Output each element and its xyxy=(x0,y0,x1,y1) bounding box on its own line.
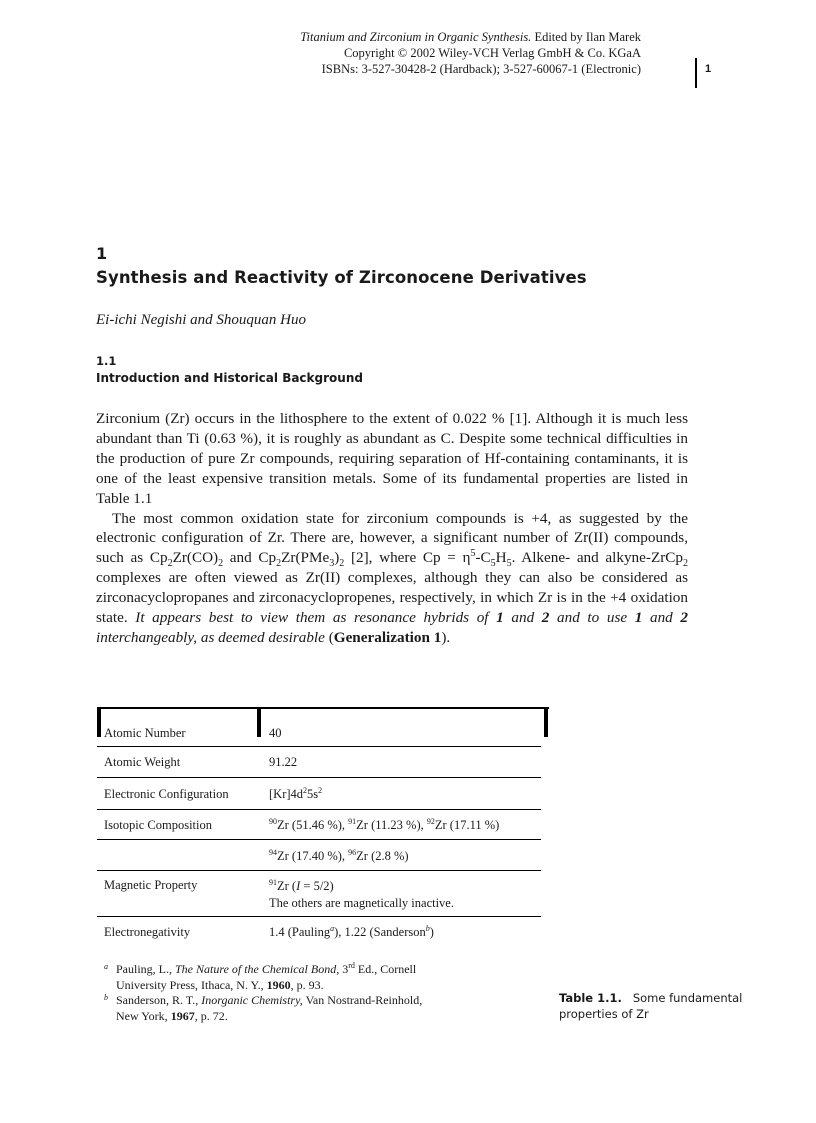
row-value: $^{90}$Zr (51.46 %), $^{91}$Zr (11.23 %), $^{92}$Zr (17.11 %) xyxy=(269,816,500,832)
chapter-title: Synthesis and Reactivity of Zirconocene Derivatives xyxy=(96,268,587,287)
table-row xyxy=(97,778,541,810)
body-text xyxy=(96,409,688,648)
section-number: 1.1 xyxy=(96,354,117,368)
header-line-1 xyxy=(300,29,641,45)
row-label: Electronic Configuration xyxy=(104,787,229,801)
running-header xyxy=(300,29,641,77)
table-row xyxy=(97,747,541,778)
row-label: Atomic Weight xyxy=(104,755,181,769)
section-title: Introduction and Historical Background xyxy=(96,371,363,385)
footnote-b: b Sanderson, R. T., Inorganic Chemistry, Van Nostrand-Reinhold, New York, 1967, p. 72. xyxy=(104,993,423,1023)
header-line-3: ISBNs: 3-527-30428-2 (Hardback); 3-527-60067-1 (Electronic) xyxy=(321,62,641,76)
paragraph-2: The most common oxidation state for zirconium compounds is +4, as suggested by the electronic configuration of Zr. There are, however, a significant number of Zr(II) compounds, such as $Cp_2Zr(CO)_2$ and $Cp_2Zr(PMe_3)_2$ [2], where $Cp = \eta^5-C_5H_5$. Alkene- and alkyne-ZrCp$_2$ complexes are often viewed as Zr(II) complexes, although they can also be considered as zirconacyclopropanes and zirconacyclopropenes, respectively, in which Zr is in the +4 oxidation state. It appears best to view them as resonance hybrids of 1 and 2 and to use 1 and 2 interchangeably, as deemed desirable (Generalization 1). xyxy=(96,509,689,646)
footnote-a: a Pauling, L., The Nature of the Chemical Bond, 3rd Ed., Cornell University Press, Ithaca, N. Y., 1960, p. 93. xyxy=(104,961,417,992)
table-right-tab xyxy=(544,707,548,737)
chapter-authors: Ei-ichi Negishi and Shouquan Huo xyxy=(96,312,306,328)
row-value: $^{91}$Zr (I = 5/2) The others are magnetically inactive. xyxy=(269,877,454,910)
row-label: Magnetic Property xyxy=(104,878,198,892)
book-editor: Edited by Ilan Marek xyxy=(534,30,641,44)
book-title: Titanium and Zirconium in Organic Synthesis. xyxy=(300,30,532,44)
row-label: Atomic Number xyxy=(104,726,186,740)
row-value: $[Kr]4d^25s^2$ xyxy=(269,785,323,801)
header-line-2: Copyright © 2002 Wiley-VCH Verlag GmbH & Co. KGaA xyxy=(343,46,641,60)
caption-label: Table 1.1. xyxy=(559,991,622,1005)
row-value: 1.4 (Pauling$^a$), 1.22 (Sanderson$^b$) xyxy=(269,923,434,939)
table-caption xyxy=(559,990,749,1022)
page-number: 1 xyxy=(705,63,712,75)
row-value: 91.22 xyxy=(269,755,298,769)
row-label: Electronegativity xyxy=(104,925,191,939)
table-row xyxy=(97,810,541,840)
caption-text: Some fundamental properties of Zr xyxy=(559,991,743,1021)
table-row xyxy=(97,917,541,947)
table-row xyxy=(97,709,541,747)
row-value: 40 xyxy=(269,726,282,740)
row-label: Isotopic Composition xyxy=(104,818,212,832)
row-value: $^{94}$Zr (17.40 %), $^{96}$Zr (2.8 %) xyxy=(269,847,409,863)
table-footnotes xyxy=(104,962,484,1024)
page-number-rule xyxy=(695,58,697,88)
table-row xyxy=(97,871,541,917)
table-row xyxy=(97,840,541,871)
chapter-number: 1 xyxy=(96,244,108,263)
generalization-ref: Generalization 1 xyxy=(333,628,442,646)
paragraph-1: Zirconium (Zr) occurs in the lithosphere to the extent of 0.022 % [1]. Although it is much less abundant than Ti (0.63 %), it is roughly as abundant as C. Despite some technical difficulties in the production of pure Zr compounds, requiring separation of Hf-containing contaminants, it is one of the least expensive transition metals. Some of its fundamental properties are listed in Table 1.1 xyxy=(96,410,688,507)
